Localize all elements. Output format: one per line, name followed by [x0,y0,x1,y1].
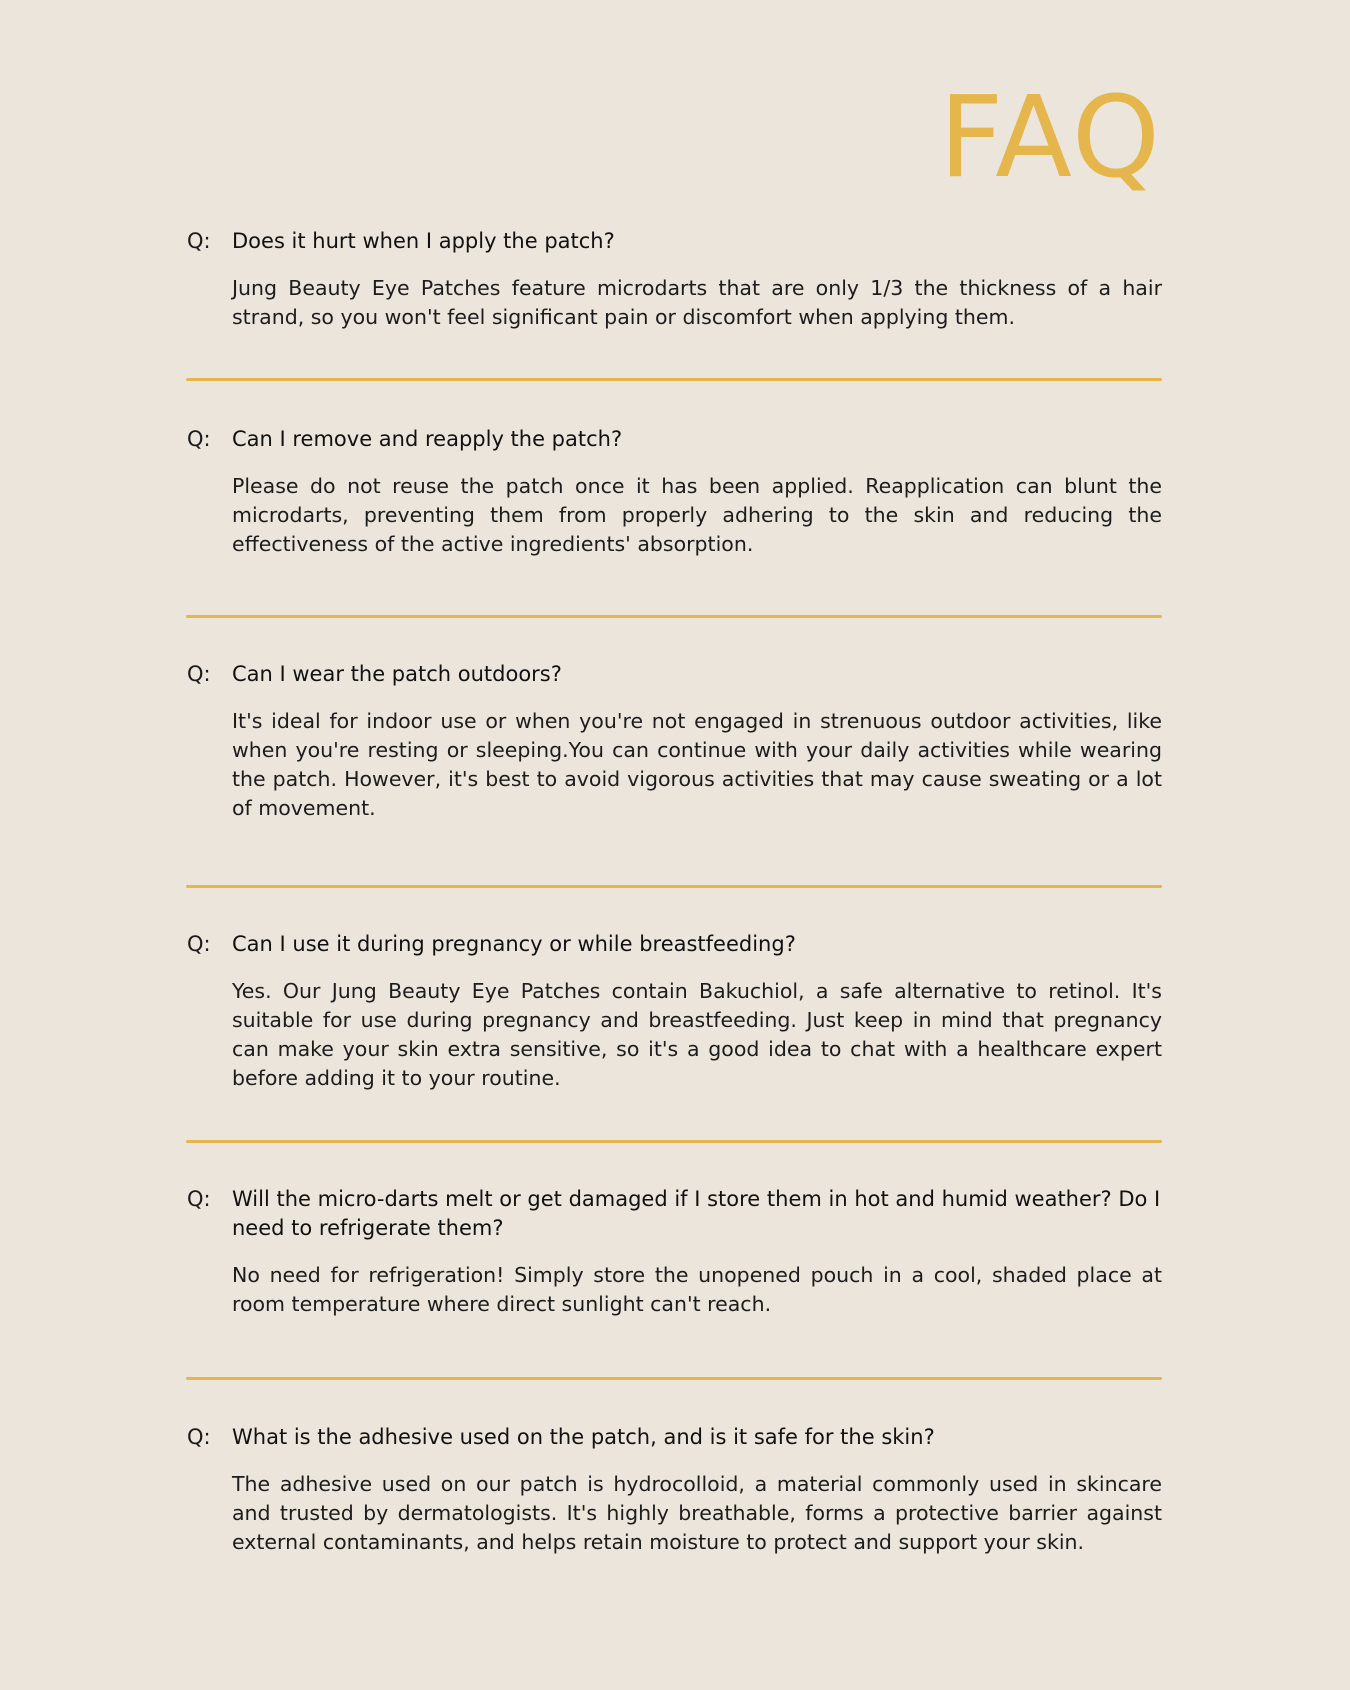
answer-text: No need for refrigeration! Simply store the unopened pouch in a cool, shaded place at room temperature where direct sunlight can't reach. [232,1263,1162,1316]
question-text: Can I remove and reapply the patch? [232,427,623,451]
divider [186,615,1162,618]
question-text: Will the micro-darts melt or get damaged if I store them in hot and humid weather? Do I need to refrigerate them? [232,1187,1161,1240]
question-text: Can I use it during pregnancy or while breastfeeding? [232,932,796,956]
faq-item [187,930,1162,1093]
question-row [187,227,1162,256]
question-row [187,1185,1162,1243]
question-prefix: Q: [187,1425,211,1449]
faq-item [187,660,1162,823]
question-row [187,425,1162,454]
faq-item [187,1185,1162,1319]
question-text: What is the adhesive used on the patch, and is it safe for the skin? [232,1425,935,1449]
answer-text: The adhesive used on our patch is hydrocolloid, a material commonly used in skincare and trusted by dermatologists. It's highly breathable, forms a protective barrier against external contaminants, and helps retain moisture to protect and support your skin. [232,1472,1162,1554]
faq-item [187,227,1162,332]
divider [186,1377,1162,1380]
question-row [187,930,1162,959]
question-text: Does it hurt when I apply the patch? [232,229,615,253]
question-prefix: Q: [187,932,211,956]
answer-text: Jung Beauty Eye Patches feature microdarts that are only 1/3 the thickness of a hair strand, so you won't feel significant pain or discomfort when applying them. [232,276,1162,329]
divider [186,1140,1162,1143]
question-prefix: Q: [187,1187,211,1211]
question-prefix: Q: [187,229,211,253]
divider [186,885,1162,888]
faq-item [187,1423,1162,1557]
page-title: FAQ [939,73,1162,203]
question-prefix: Q: [187,427,211,451]
faq-item [187,425,1162,559]
divider [186,378,1162,381]
answer-text: It's ideal for indoor use or when you're not engaged in strenuous outdoor activities, like when you're resting or sleeping.You can continue with your daily activities while wearing the patch. However, it's best to avoid vigorous activities that may cause sweating or a lot of movement. [232,709,1162,820]
question-text: Can I wear the patch outdoors? [232,662,562,686]
question-row [187,660,1162,689]
question-prefix: Q: [187,662,211,686]
question-row [187,1423,1162,1452]
answer-text: Please do not reuse the patch once it has been applied. Reapplication can blunt the microdarts, preventing them from properly adhering to the skin and reducing the effectiveness of the active ingredients' absorption. [232,474,1162,556]
answer-text: Yes. Our Jung Beauty Eye Patches contain Bakuchiol, a safe alternative to retinol. It's suitable for use during pregnancy and breastfeeding. Just keep in mind that pregnancy can make your skin extra sensitive, so it's a good idea to chat with a healthcare expert before adding it to your routine. [232,979,1162,1090]
